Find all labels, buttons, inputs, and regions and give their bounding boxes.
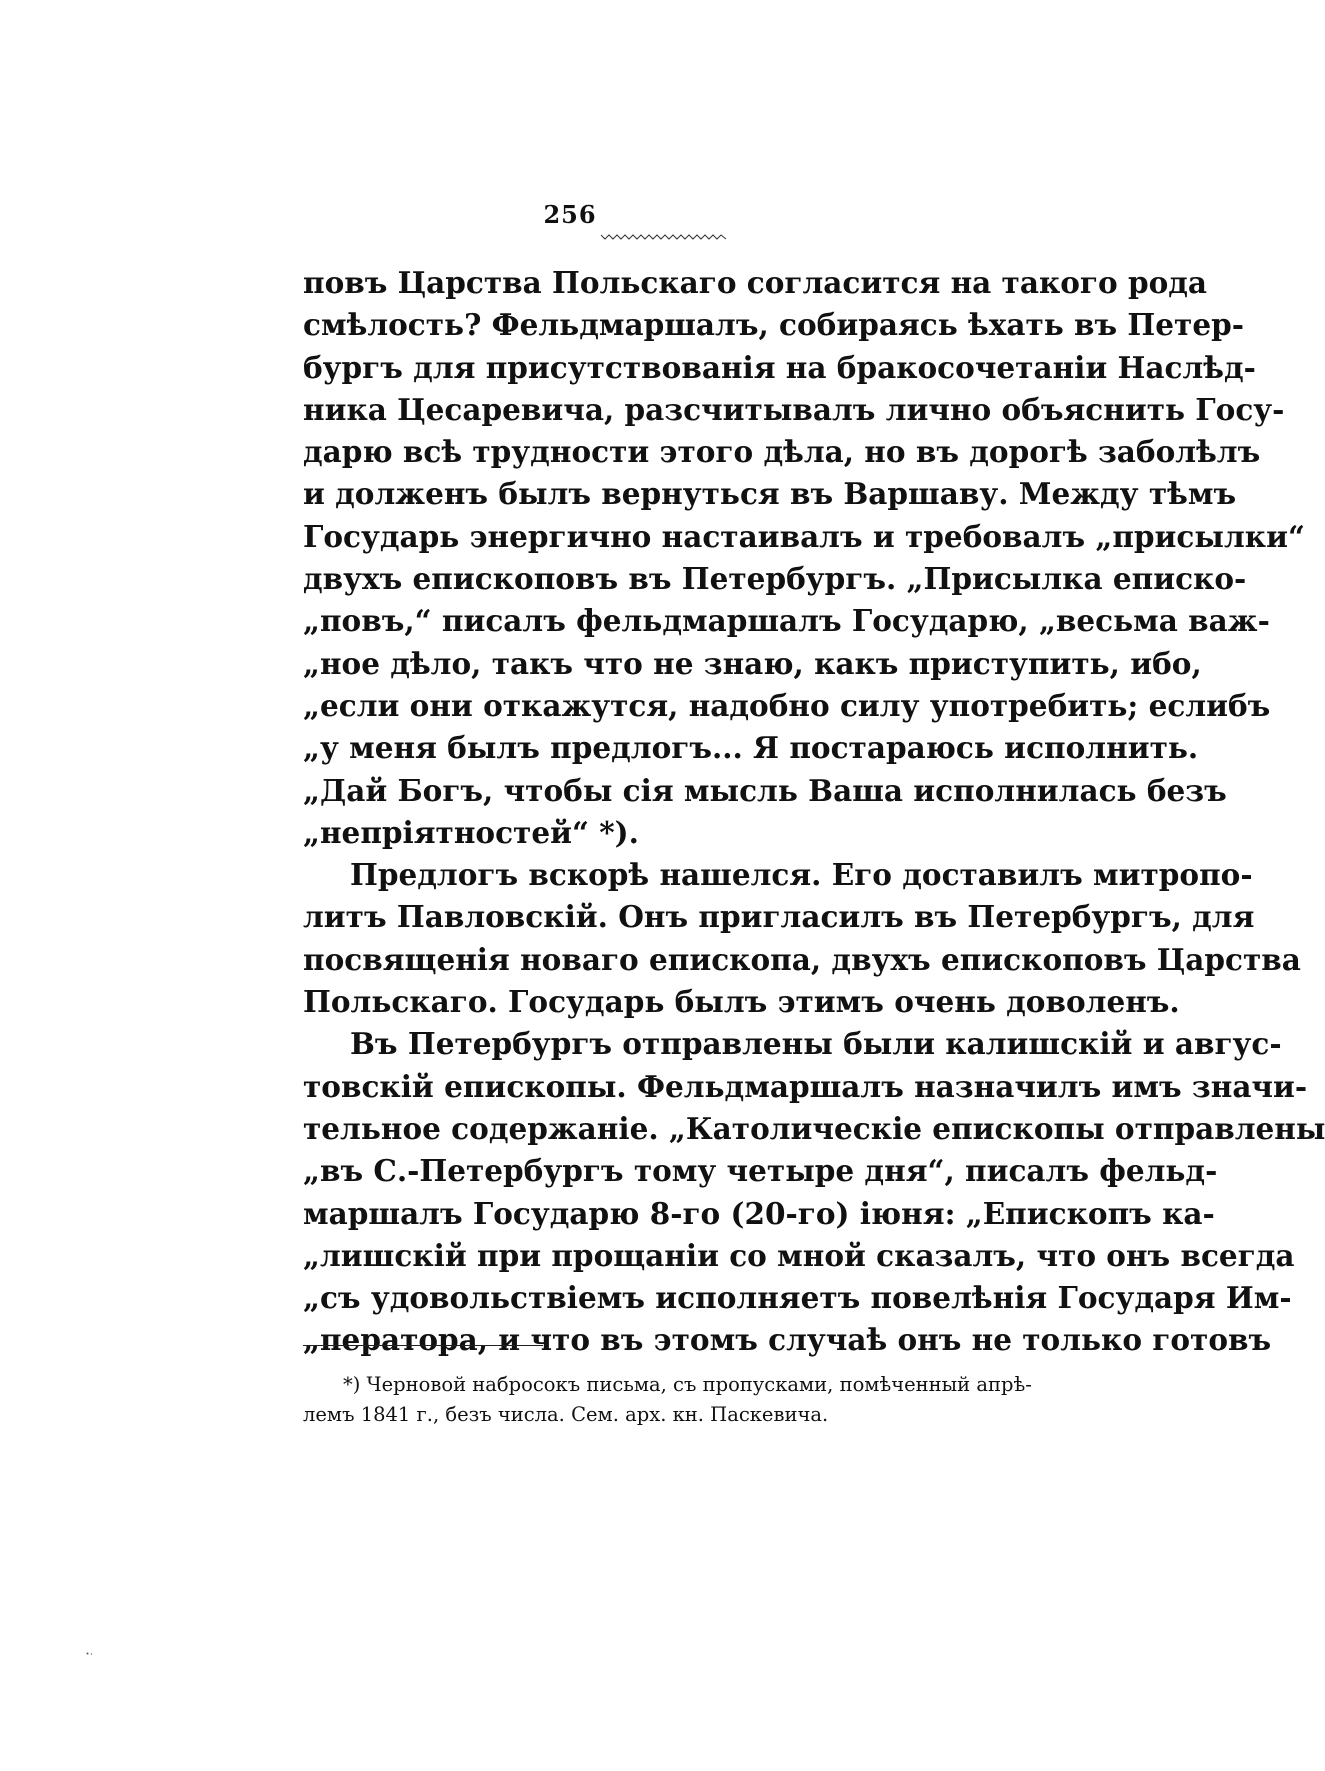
text-line: „съ удовольствіемъ исполняетъ повелѣнія Государя Им-	[303, 1280, 1292, 1316]
text-line: маршалъ Государю 8-го (20-го) іюня: „Епископъ ка-	[303, 1195, 1215, 1231]
main-text	[303, 262, 1325, 1362]
page-number-ornament	[601, 234, 726, 240]
text-line: Предлогъ вскорѣ нашелся. Его доставилъ митропо-	[350, 857, 1253, 893]
text-line: „Дай Богъ, чтобы сія мысль Ваша исполнилась безъ	[303, 772, 1227, 808]
text-line: „если они откажутся, надобно силу употребить; еслибъ	[303, 687, 1271, 723]
footnote-divider	[303, 1345, 543, 1346]
text-line: „непріятностей“ *).	[303, 814, 639, 850]
text-line: Въ Петербургъ отправлены были калишскій и авгус-	[350, 1026, 1282, 1062]
text-line: ника Цесаревича, разсчитывалъ лично объяснить Госу-	[303, 391, 1285, 427]
footnote-line: лемъ 1841 г., безъ числа. Сем. арх. кн. Паскевича.	[303, 1403, 829, 1426]
footnote	[303, 1370, 1032, 1430]
text-line: „лишскій при прощаніи со мной сказалъ, что онъ всегда	[303, 1237, 1295, 1273]
text-line: „ное дѣло, такъ что не знаю, какъ приступить, ибо,	[303, 645, 1202, 681]
text-line: двухъ епископовъ въ Петербургъ. „Присылка еписко-	[303, 561, 1247, 597]
text-line: литъ Павловскій. Онъ пригласилъ въ Петербургъ, для	[303, 899, 1255, 935]
text-line: и долженъ былъ вернуться въ Варшаву. Между тѣмъ	[303, 476, 1237, 512]
text-line: „ператора, и что въ этомъ случаѣ онъ не только готовъ	[303, 1322, 1272, 1358]
text-line: смѣлость? Фельдмаршалъ, собираясь ѣхать въ Петер-	[303, 307, 1244, 343]
text-line: бургъ для присутствованія на бракосочетаніи Наслѣд-	[303, 349, 1256, 385]
footnote-line: *) Черновой набросокъ письма, съ пропусками, помѣченный апрѣ-	[343, 1373, 1032, 1396]
text-line: Польскаго. Государь былъ этимъ очень доволенъ.	[303, 984, 1180, 1020]
text-line: „въ С.-Петербургъ тому четыре дня“, писалъ фельд-	[303, 1153, 1218, 1189]
text-line: дарю всѣ трудности этого дѣла, но въ дорогѣ заболѣлъ	[303, 434, 1261, 470]
text-line: тельное содержаніе. „Католическіе епископы отправлены	[303, 1110, 1325, 1146]
text-line: „повъ,“ писалъ фельдмаршалъ Государю, „весьма важ-	[303, 603, 1270, 639]
scan-artifact	[86, 1652, 94, 1655]
text-line: товскій епископы. Фельдмаршалъ назначилъ имъ значи-	[303, 1068, 1308, 1104]
page-number: 256	[543, 200, 597, 229]
text-line: повъ Царства Польскаго согласится на такого рода	[303, 265, 1208, 300]
text-line: „у меня былъ предлогъ... Я постараюсь исполнить.	[303, 730, 1199, 766]
text-line: посвященія новаго епископа, двухъ епископовъ Царства	[303, 941, 1301, 977]
text-line: Государь энергично настаивалъ и требовалъ „присылки“	[303, 518, 1305, 554]
